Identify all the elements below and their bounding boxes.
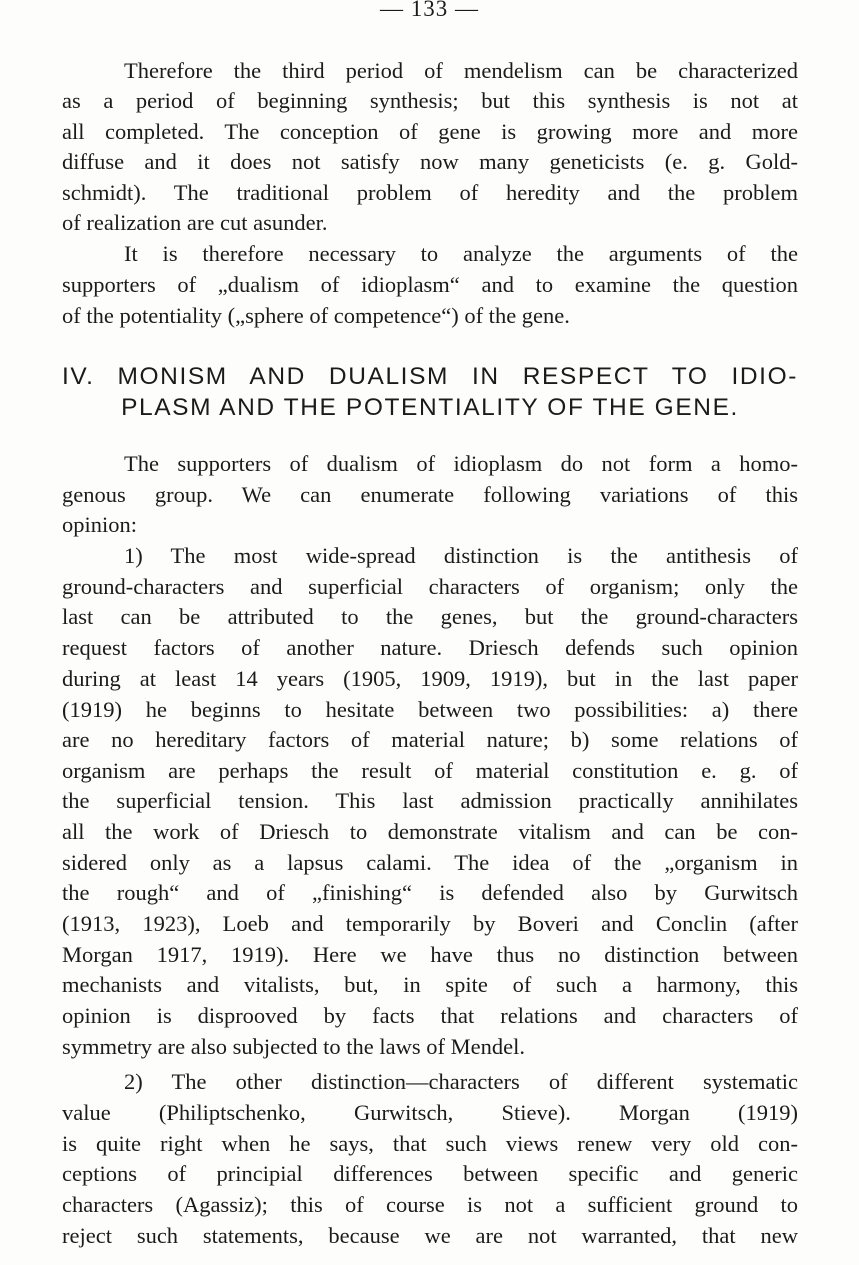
text-line: last can be attributed to the genes, but the ground-characters [62, 604, 798, 629]
text-line: (1913, 1923), Loeb and temporarily by Boveri and Conclin (after [62, 911, 798, 936]
text-line: of realization are cut asunder. [62, 210, 328, 235]
text-line: The supporters of dualism of idioplasm do not form a homo- [124, 451, 798, 476]
text-line: 2) The other distinction—characters of different systematic [124, 1069, 798, 1094]
section-heading-line-1: IV. MONISM AND DUALISM IN RESPECT TO IDIO- [62, 363, 798, 390]
text-line: supporters of „dualism of idioplasm“ and to examine the question [62, 272, 798, 297]
text-line: sidered only as a lapsus calami. The idea of the „organism in [62, 850, 798, 875]
text-line: characters (Agassiz); this of course is not a sufficient ground to [62, 1192, 798, 1217]
text-line: Therefore the third period of mendelism can be characterized [124, 58, 798, 83]
text-line: Morgan 1917, 1919). Here we have thus no distinction between [62, 942, 798, 967]
text-line: are no hereditary factors of material nature; b) some relations of [62, 727, 798, 752]
section-heading-line-2: PLASM AND THE POTENTIALITY OF THE GENE. [121, 394, 739, 421]
text-line: 1) The most wide-spread distinction is the antithesis of [124, 543, 798, 568]
text-line: It is therefore necessary to analyze the arguments of the [124, 241, 798, 266]
text-line: of the potentiality („sphere of competence“) of the gene. [62, 303, 570, 328]
text-line: ceptions of principial differences between specific and generic [62, 1161, 798, 1186]
text-line: all completed. The conception of gene is growing more and more [62, 119, 798, 144]
text-line: value (Philiptschenko, Gurwitsch, Stieve). Morgan (1919) [62, 1100, 798, 1125]
text-line: genous group. We can enumerate following variations of this [62, 482, 798, 507]
text-line: is quite right when he says, that such views renew very old con- [62, 1131, 798, 1156]
text-line: reject such statements, because we are not warranted, that new [62, 1223, 798, 1248]
text-line: (1919) he beginns to hesitate between two possibilities: a) there [62, 697, 798, 722]
text-line: the rough“ and of „finishing“ is defended also by Gurwitsch [62, 880, 798, 905]
text-line: during at least 14 years (1905, 1909, 1919), but in the last paper [62, 666, 798, 691]
text-line: schmidt). The traditional problem of heredity and the problem [62, 180, 798, 205]
text-line: organism are perhaps the result of material constitution e. g. of [62, 758, 798, 783]
text-line: request factors of another nature. Driesch defends such opinion [62, 635, 798, 660]
text-line: ground-characters and superficial characters of organism; only the [62, 574, 798, 599]
text-line: mechanists and vitalists, but, in spite of such a harmony, this [62, 972, 798, 997]
text-line: opinion: [62, 512, 138, 537]
text-line: diffuse and it does not satisfy now many geneticists (e. g. Gold- [62, 149, 798, 174]
text-line: symmetry are also subjected to the laws of Mendel. [62, 1034, 525, 1059]
text-line: opinion is disprooved by facts that relations and characters of [62, 1003, 798, 1028]
text-line: all the work of Driesch to demonstrate vitalism and can be con- [62, 819, 798, 844]
text-line: as a period of beginning synthesis; but this synthesis is not at [62, 88, 798, 113]
text-line: the superficial tension. This last admission practically annihilates [62, 788, 798, 813]
page-number: — 133 — [380, 0, 479, 21]
